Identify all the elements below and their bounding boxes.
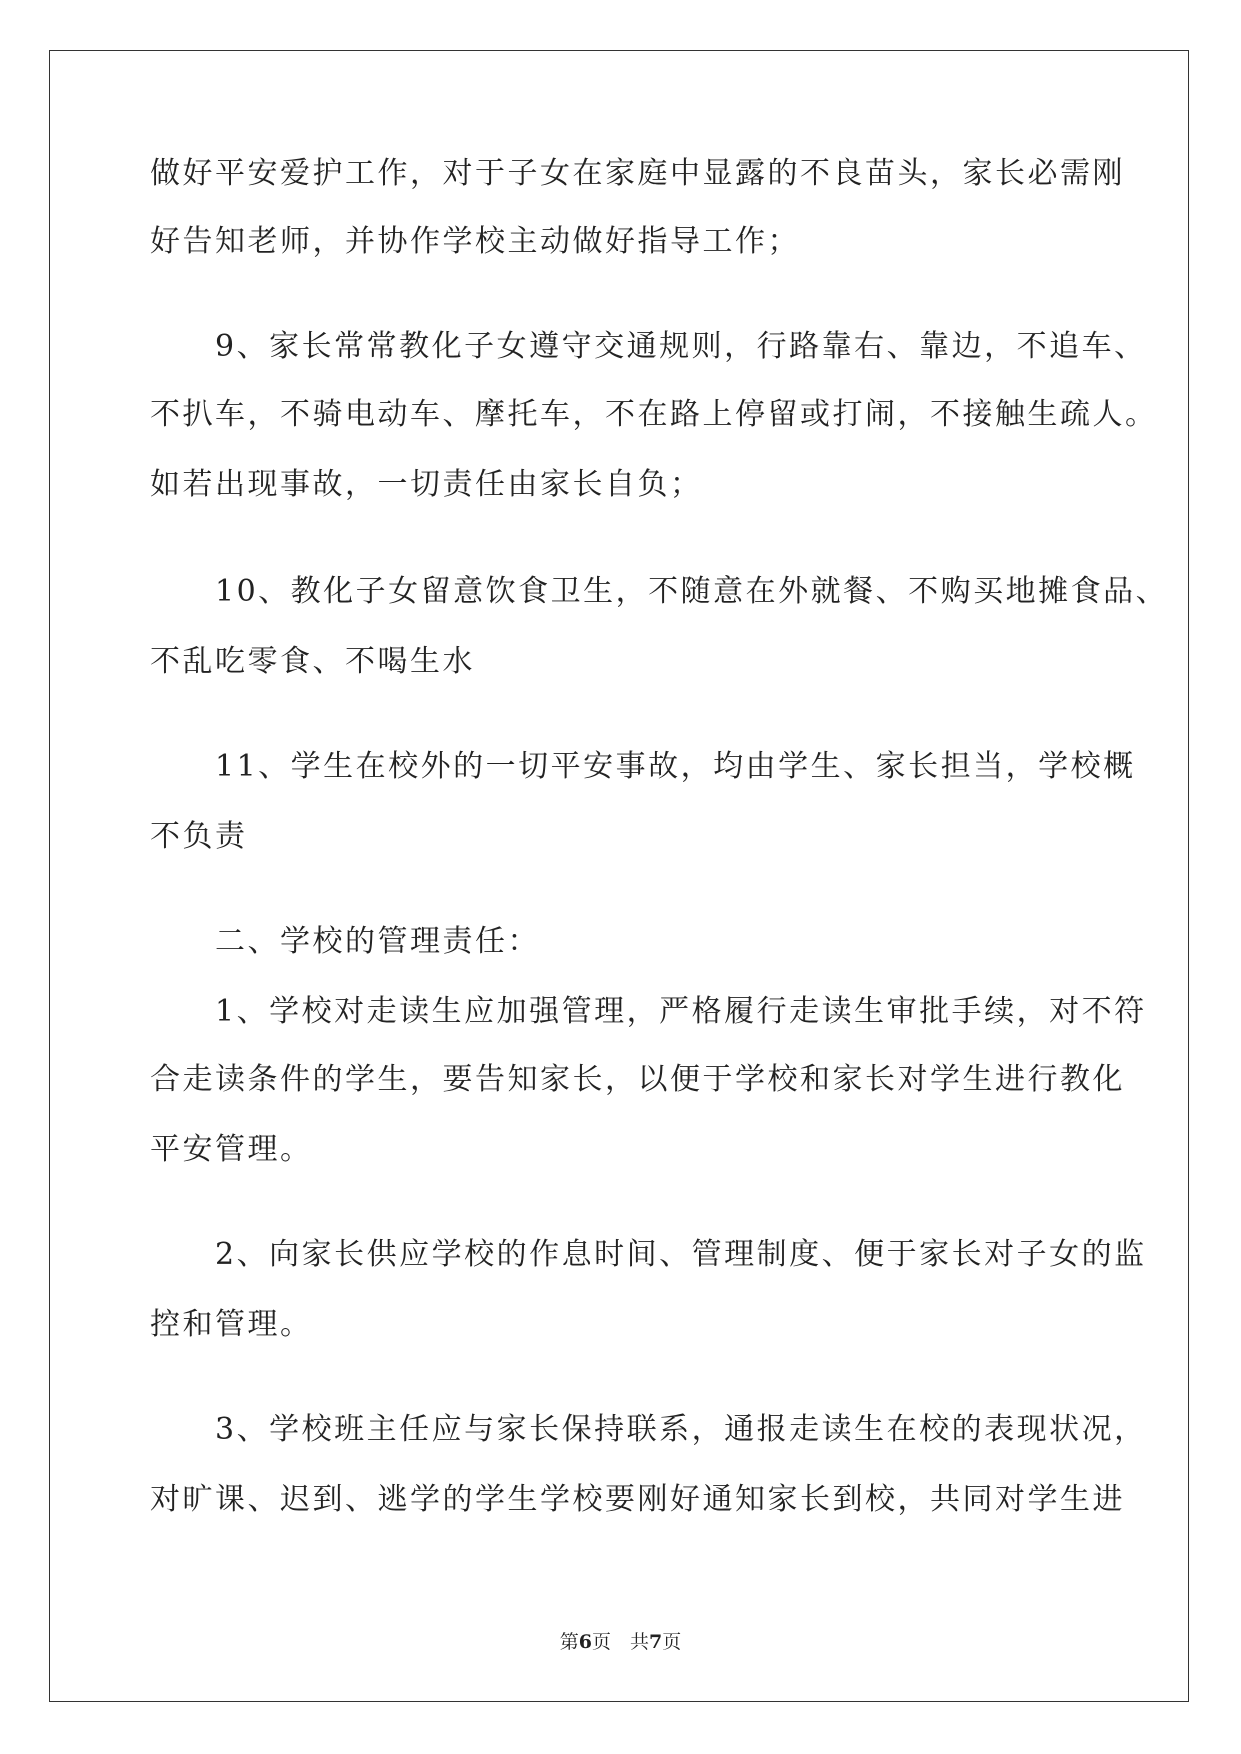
text-line: 平安管理。 [150,1132,313,1167]
text-line: 2、向家长供应学校的作息时间、管理制度、便于家长对子女的监 [150,1237,1147,1272]
text-line: 对旷课、迟到、逃学的学生学校要刚好通知家长到校，共同对学生进 [150,1482,1125,1517]
total-pages-number: 7 [649,1631,663,1653]
text-line: 如若出现事故，一切责任由家长自负； [150,467,703,502]
footer-prefix: 第 [559,1631,579,1653]
footer-middle: 页 共 [591,1631,649,1653]
text-line: 11、学生在校外的一切平安事故，均由学生、家长担当，学校概 [150,749,1136,784]
text-line: 做好平安爱护工作，对于子女在家庭中显露的不良苗头，家长必需刚 [150,156,1125,191]
text-line: 合走读条件的学生，要告知家长，以便于学校和家长对学生进行教化 [150,1062,1125,1097]
page-footer [0,1627,1241,1654]
section-heading: 二、学校的管理责任： [150,924,540,959]
footer-suffix: 页 [662,1631,682,1653]
text-line: 10、教化子女留意饮食卫生，不随意在外就餐、不购买地摊食品、 [150,574,1169,609]
text-line: 3、学校班主任应与家长保持联系，通报走读生在校的表现状况， [150,1412,1147,1447]
text-line: 不乱吃零食、不喝生水 [150,644,475,679]
text-line: 1、学校对走读生应加强管理，严格履行走读生审批手续，对不符 [150,994,1147,1029]
current-page-number: 6 [578,1631,592,1653]
text-line: 控和管理。 [150,1307,313,1342]
page-border [49,50,1189,1702]
text-line: 9、家长常常教化子女遵守交通规则，行路靠右、靠边，不追车、 [150,329,1147,364]
text-line: 不负责 [150,819,248,854]
text-line: 不扒车，不骑电动车、摩托车，不在路上停留或打闹，不接触生疏人。 [150,397,1158,432]
text-line: 好告知老师，并协作学校主动做好指导工作； [150,224,800,259]
